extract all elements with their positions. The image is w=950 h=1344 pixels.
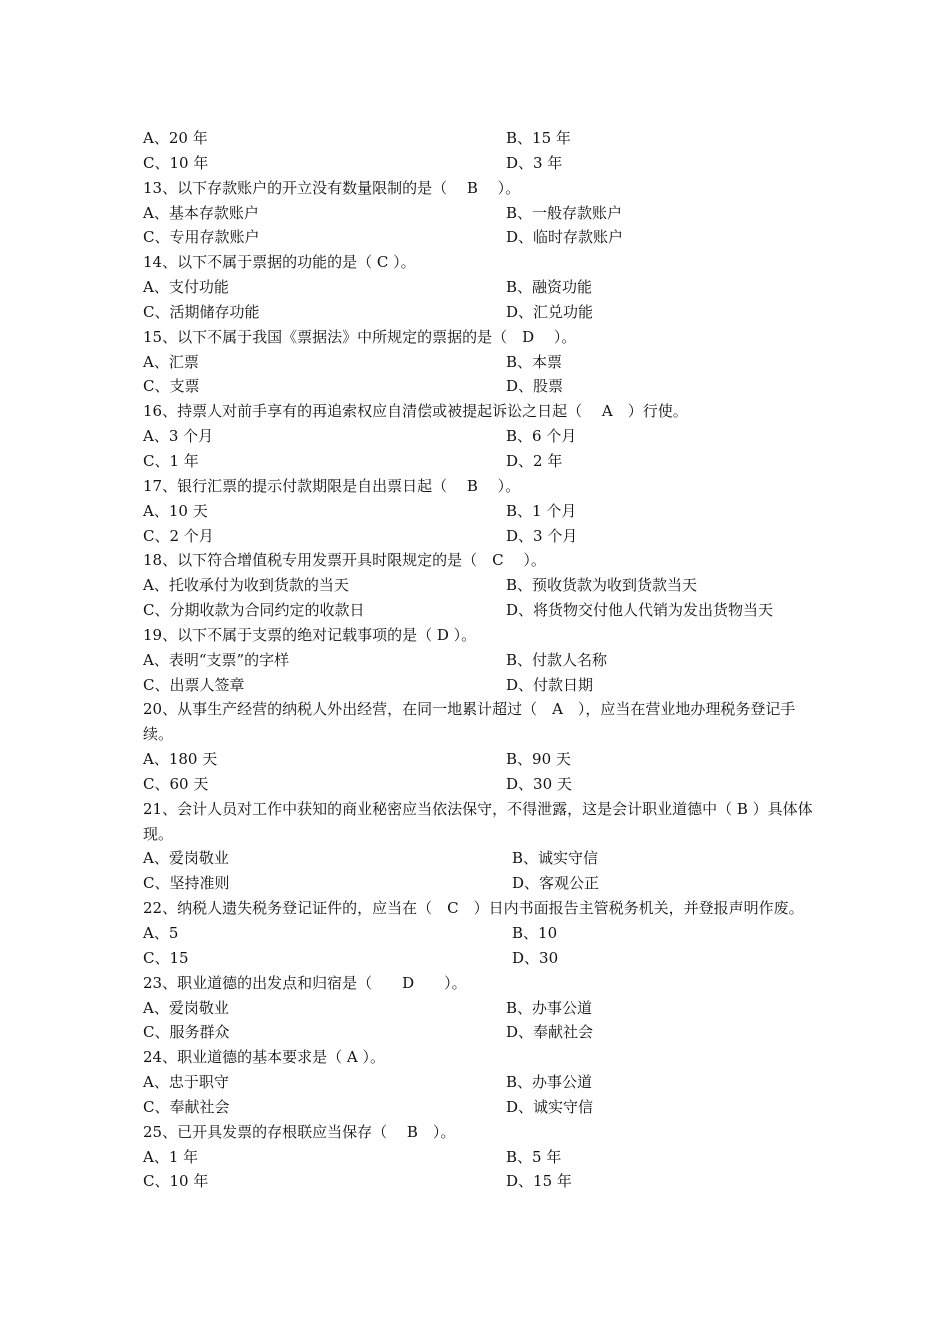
- option-row: [143, 201, 813, 226]
- option-right: D、付款日期: [506, 675, 594, 694]
- option-right: B、10: [512, 924, 558, 942]
- question-text: 21、会计人员对工作中获知的商业秘密应当依法保守，不得泄露，这是会计职业道德中（ B ）具体体现。: [143, 799, 813, 843]
- option-right: B、本票: [506, 352, 563, 371]
- option-row: [143, 772, 813, 797]
- option-right: D、临时存款账户: [506, 228, 624, 247]
- option-left: A、10 天: [143, 501, 208, 520]
- option-left: C、服务群众: [143, 1023, 230, 1042]
- option-row: [143, 846, 813, 871]
- option-right: B、预收货款为收到货款当天: [506, 576, 698, 595]
- option-left: A、20 年: [143, 129, 208, 147]
- option-row: [143, 350, 813, 375]
- option-right: B、15 年: [506, 129, 571, 147]
- option-left: C、出票人签章: [143, 675, 245, 694]
- question-text: 23、职业道德的出发点和归宿是（ D ）。: [143, 973, 467, 992]
- option-left: C、奉献社会: [143, 1097, 230, 1116]
- option-left: C、专用存款账户: [143, 228, 260, 247]
- option-row: [143, 499, 813, 524]
- option-left: C、15: [143, 948, 189, 967]
- option-row: [143, 1145, 813, 1170]
- option-row: [143, 648, 813, 673]
- option-row: [143, 747, 813, 772]
- option-left: A、5: [143, 924, 179, 942]
- option-right: B、诚实守信: [512, 849, 599, 868]
- option-right: D、客观公正: [512, 874, 600, 893]
- option-row: [143, 996, 813, 1021]
- option-right: B、一般存款账户: [506, 203, 623, 222]
- option-right: B、1 个月: [506, 501, 577, 520]
- option-left: C、2 个月: [143, 526, 214, 545]
- question-text: 13、以下存款账户的开立没有数量限制的是（ B ）。: [143, 178, 521, 197]
- option-row: [143, 374, 813, 399]
- option-row: [143, 573, 813, 598]
- question-text: 18、以下符合增值税专用发票开具时限规定的是（ C ）。: [143, 551, 546, 570]
- option-left: C、坚持准则: [143, 874, 230, 893]
- option-left: A、爱岗敬业: [143, 998, 229, 1017]
- option-left: A、忠于职守: [143, 1073, 229, 1092]
- question-text: 15、以下不属于我国《票据法》中所规定的票据的是（ D ）。: [143, 327, 577, 346]
- option-right: B、融资功能: [506, 278, 593, 297]
- option-left: A、1 年: [143, 1147, 199, 1166]
- option-right: D、30 天: [506, 774, 572, 793]
- option-row: [143, 1095, 813, 1120]
- option-left: C、支票: [143, 377, 200, 396]
- option-row: [143, 673, 813, 698]
- option-right: D、3 个月: [506, 526, 578, 545]
- option-row: [143, 1169, 813, 1194]
- option-left: A、托收承付为收到货款的当天: [143, 576, 349, 595]
- option-row: [143, 1070, 813, 1095]
- option-row: [143, 921, 813, 946]
- option-right: B、5 年: [506, 1147, 562, 1166]
- option-right: B、办事公道: [506, 1073, 593, 1092]
- option-right: B、6 个月: [506, 427, 577, 446]
- option-left: A、支付功能: [143, 278, 229, 297]
- option-left: C、10 年: [143, 153, 209, 172]
- option-right: D、15 年: [506, 1172, 572, 1191]
- question-text: 25、已开具发票的存根联应当保存（ B ）。: [143, 1122, 456, 1141]
- question-text: 14、以下不属于票据的功能的是（ C ）。: [143, 253, 416, 272]
- option-left: A、表明“支票”的字样: [143, 650, 290, 669]
- option-row: [143, 946, 813, 971]
- option-left: C、分期收款为合同约定的收款日: [143, 601, 365, 620]
- option-right: D、2 年: [506, 451, 563, 470]
- option-right: D、将货物交付他人代销为发出货物当天: [506, 601, 774, 620]
- question-text: 17、银行汇票的提示付款期限是自出票日起（ B ）。: [143, 476, 521, 495]
- option-right: B、付款人名称: [506, 650, 608, 669]
- option-right: D、3 年: [506, 153, 563, 172]
- option-right: B、办事公道: [506, 998, 593, 1017]
- option-row: [143, 449, 813, 474]
- question-text: 24、职业道德的基本要求是（ A ）。: [143, 1048, 385, 1067]
- option-row: [143, 524, 813, 549]
- option-right: D、30: [512, 948, 559, 967]
- option-left: C、60 天: [143, 774, 209, 793]
- option-row: [143, 871, 813, 896]
- option-row: [143, 275, 813, 300]
- option-row: [143, 424, 813, 449]
- option-row: [143, 225, 813, 250]
- option-left: A、180 天: [143, 750, 218, 769]
- option-left: A、汇票: [143, 352, 199, 371]
- option-row: [143, 300, 813, 325]
- option-left: A、基本存款账户: [143, 203, 259, 222]
- option-right: B、90 天: [506, 750, 571, 769]
- question-text: 16、持票人对前手享有的再追索权应自清偿或被提起诉讼之日起（ A ）行使。: [143, 402, 688, 421]
- option-row: [143, 598, 813, 623]
- option-left: C、10 年: [143, 1172, 209, 1191]
- option-right: D、奉献社会: [506, 1023, 594, 1042]
- option-left: A、爱岗敬业: [143, 849, 229, 868]
- option-row: [143, 1020, 813, 1045]
- option-left: C、1 年: [143, 451, 199, 470]
- question-list: [143, 126, 813, 1194]
- option-row: [143, 126, 813, 151]
- question-text: 20、从事生产经营的纳税人外出经营，在同一地累计超过（ A ），应当在营业地办理税务登记手续。: [143, 700, 796, 744]
- question-text: 19、以下不属于支票的绝对记载事项的是（ D ）。: [143, 625, 477, 644]
- option-right: D、汇兑功能: [506, 302, 594, 321]
- option-right: D、股票: [506, 377, 564, 396]
- option-row: [143, 151, 813, 176]
- option-left: C、活期储存功能: [143, 302, 260, 321]
- question-text: 22、纳税人遗失税务登记证件的，应当在（ C ）日内书面报告主管税务机关，并登报声明作废。: [143, 899, 804, 918]
- option-right: D、诚实守信: [506, 1097, 594, 1116]
- option-left: A、3 个月: [143, 427, 214, 446]
